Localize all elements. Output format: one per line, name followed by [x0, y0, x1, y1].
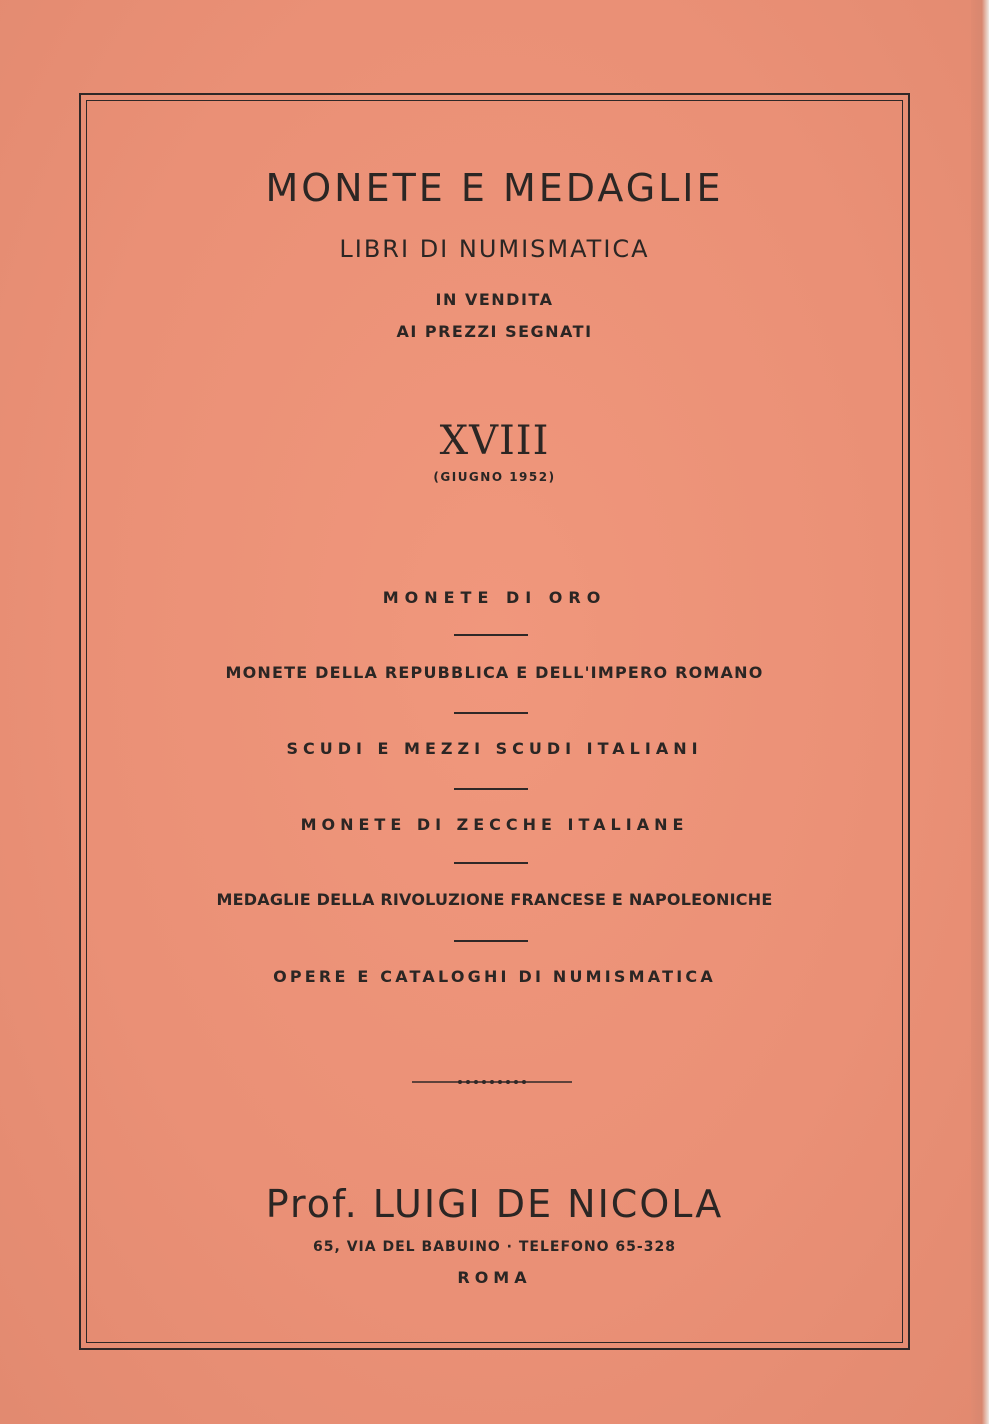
section-divider [454, 862, 528, 864]
issue-date: (GIUGNO 1952) [433, 470, 556, 484]
section-divider [454, 940, 528, 942]
sale-line-1: IN VENDITA [435, 290, 554, 309]
issue-number: XVIII [439, 418, 550, 464]
section-heading: OPERE E CATALOGHI DI NUMISMATICA [273, 967, 716, 986]
section-divider [454, 788, 528, 790]
section-heading: MONETE DI ZECCHE ITALIANE [300, 815, 689, 834]
sale-line-2: AI PREZZI SEGNATI [396, 322, 593, 341]
section-heading: MONETE DI ORO [382, 588, 607, 607]
section-heading: MEDAGLIE DELLA RIVOLUZIONE FRANCESE E NAPOLEONICHE [216, 890, 773, 909]
section-heading: SCUDI E MEZZI SCUDI ITALIANI [286, 739, 703, 758]
inner-border [86, 100, 903, 1343]
publisher-city: ROMA [457, 1268, 532, 1287]
ornament-divider [412, 1074, 572, 1090]
publisher-address: 65, VIA DEL BABUINO · TELEFONO 65-328 [313, 1239, 676, 1255]
cover-subtitle: LIBRI DI NUMISMATICA [339, 235, 650, 263]
cover-title: MONETE E MEDAGLIE [265, 166, 724, 210]
section-divider [454, 712, 528, 714]
page-edge [971, 0, 989, 1424]
section-heading: MONETE DELLA REPUBBLICA E DELL'IMPERO ROMANO [225, 663, 764, 682]
section-divider [454, 634, 528, 636]
publisher-name: Prof. LUIGI DE NICOLA [265, 1182, 724, 1226]
